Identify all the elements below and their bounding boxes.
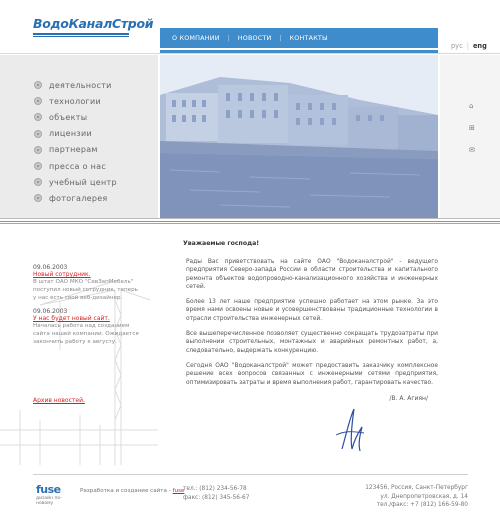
- menu-item-label: деятельности: [49, 80, 112, 90]
- embankment-photo: [160, 55, 438, 218]
- logo-underline: [33, 33, 129, 35]
- developer-logo-tagline: дизайн по-новому: [36, 496, 62, 506]
- menu-item-objects[interactable]: [34, 109, 117, 125]
- greeting: Уважаемые господа!: [183, 240, 260, 247]
- header-divider: [0, 53, 500, 54]
- address-line: ул. Днепропетровская, д. 14: [380, 493, 468, 500]
- menu-item-gallery[interactable]: [34, 190, 117, 206]
- nav-about[interactable]: О КОМПАНИИ: [172, 34, 220, 42]
- lang-separator: |: [466, 42, 469, 50]
- signature-name: /В. А. Агиян/: [389, 394, 428, 402]
- footer-fax: факс: (812) 345-56-67: [183, 494, 250, 501]
- footer-phones: [183, 485, 249, 502]
- nav-separator: |: [227, 34, 230, 42]
- developer-credit-text: Разработка и создание сайта -: [80, 488, 171, 494]
- accent-line: [0, 223, 500, 224]
- main-content: [183, 240, 438, 402]
- menu-item-label: объекты: [49, 112, 88, 122]
- news-date: 09.06.2003: [33, 307, 68, 315]
- footer-address: [365, 484, 468, 510]
- nav-news[interactable]: НОВОСТИ: [237, 34, 272, 42]
- accent-line: [0, 221, 500, 222]
- menu-item-label: технологии: [49, 96, 102, 106]
- footer-phone: тел.: (812) 234-56-78: [183, 486, 247, 492]
- news-archive-link[interactable]: Архив новостей.: [33, 397, 85, 405]
- address-line: тел./факс: +7 (812) 166-59-80: [376, 502, 468, 508]
- menu-item-activities[interactable]: [34, 77, 117, 93]
- developer-logo-text: fuse: [36, 483, 61, 496]
- menu-item-partners[interactable]: [34, 142, 117, 158]
- menu-item-training[interactable]: [34, 174, 117, 190]
- news-item: [33, 264, 143, 303]
- developer-logo[interactable]: [36, 483, 76, 506]
- content-paragraph: Все вышеперечисленное позволяет существенно сокращать трудозатраты при выполнении строительных, монтажных и аварийных ремонтных работ, а, следовательно, выдержать конкуренцию.: [186, 331, 438, 354]
- news-item: [33, 308, 143, 347]
- news-text: Началась работа над созданием сайта нашей компании. Ожидается закончить работу к августу.: [33, 322, 139, 346]
- news-block: [33, 262, 143, 404]
- address-line: 123456, Россия, Санкт-Петербург: [365, 485, 468, 491]
- developer-link[interactable]: fuse: [172, 488, 185, 494]
- bullet-icon: [34, 162, 42, 170]
- content-paragraph: Сегодня ОАО "Водоканалстрой" может предоставить заказчику комплексное решение всех вопросов связанных с инженерными сетями предприятия, оптимизировать затраты и время выполнения работ, гарантировать качество.: [186, 362, 438, 386]
- site-logo[interactable]: ВодоКаналСтрой: [33, 16, 154, 31]
- home-icon[interactable]: ⌂: [469, 102, 474, 110]
- footer-divider: [33, 474, 468, 475]
- handwritten-signature: [330, 405, 370, 455]
- content-paragraph: Более 13 лет наше предприятие успешно работает на этом рынке. За это время нами освоены новые и усовершенствованы традиционные технологии в отрасли строительства инженерных сетей.: [186, 299, 438, 322]
- menu-item-technologies[interactable]: [34, 93, 117, 109]
- news-title-link[interactable]: У нас будет новый сайт.: [33, 314, 110, 322]
- content-paragraph: Рады Вас приветствовать на сайте ОАО "Водоканалстрой" - ведущего предприятия Северо-запада России в области строительства и капитального ремонта объектов водопроводно-канализационного хозяйства и инженерных сетей.: [186, 259, 438, 290]
- nav-contacts[interactable]: КОНТАКТЫ: [289, 34, 328, 42]
- news-text: В штат ОАО МКО "СевЗапМебель" поступил новый сотрудник, теперь у нас есть свой веб-дизайнер.: [33, 279, 138, 302]
- menu-item-label: пресса о нас: [49, 161, 107, 171]
- bullet-icon: [34, 97, 42, 105]
- developer-credit: [80, 488, 184, 496]
- bullet-icon: [34, 178, 42, 186]
- language-switcher: [451, 42, 487, 50]
- lang-ru-link[interactable]: рус: [451, 42, 463, 50]
- menu-item-label: лицензии: [49, 129, 92, 139]
- news-title-link[interactable]: Новый сотрудник.: [33, 271, 91, 278]
- header-photo: [160, 55, 438, 218]
- bullet-icon: [34, 113, 42, 121]
- bullet-icon: [34, 130, 42, 138]
- quick-icons: [469, 103, 475, 169]
- menu-item-label: фотогалерея: [49, 193, 108, 203]
- menu-item-press[interactable]: [34, 158, 117, 174]
- menu-item-label: учебный центр: [49, 177, 117, 187]
- menu-item-licenses[interactable]: [34, 126, 117, 142]
- news-date: 09.06.2003: [33, 264, 68, 271]
- mail-icon[interactable]: ✉: [469, 146, 475, 154]
- main-menu: [34, 77, 117, 207]
- logo-underline-thin: [33, 36, 129, 37]
- sitemap-icon[interactable]: ⊞: [469, 124, 475, 132]
- bullet-icon: [34, 81, 42, 89]
- lang-en-current: eng: [472, 42, 487, 50]
- top-navigation: [160, 28, 438, 48]
- bullet-icon: [34, 194, 42, 202]
- bullet-icon: [34, 146, 42, 154]
- photo-bottom-border: [0, 218, 500, 219]
- menu-item-label: партнерам: [49, 145, 98, 155]
- nav-separator: |: [279, 34, 282, 42]
